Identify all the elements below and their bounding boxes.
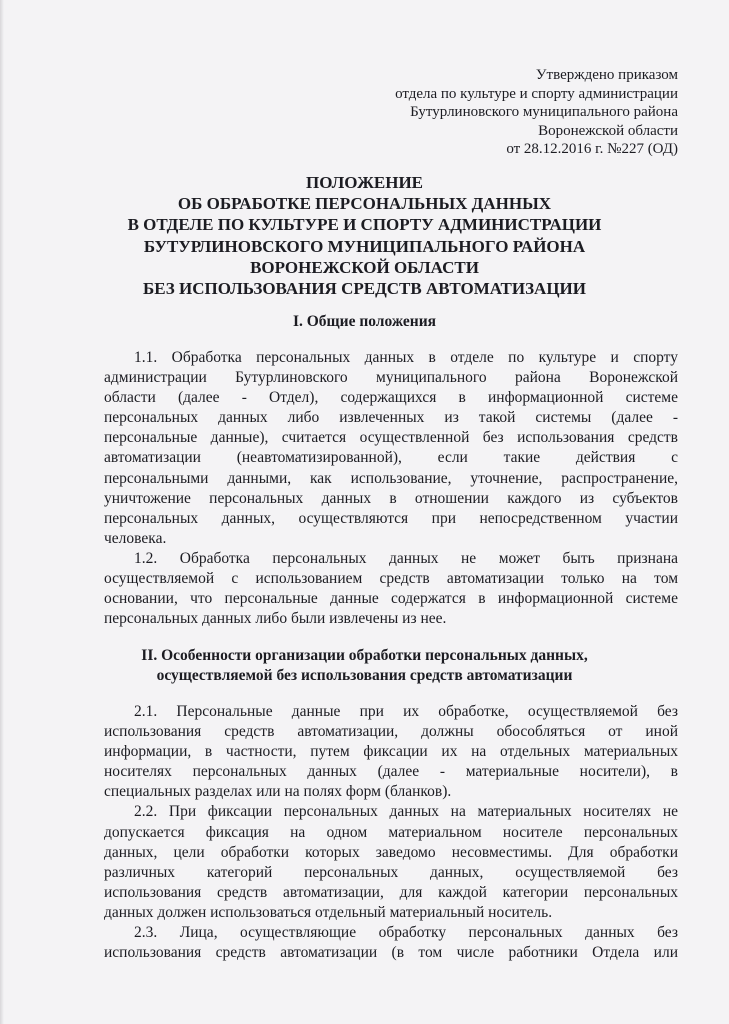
paragraph-line: основании, что персональные данные содержатся в информационной системе (104, 590, 678, 608)
paragraph-line: различных категорий персональных данных, осуществляемой без (104, 863, 678, 881)
approval-line: Воронежской области (538, 122, 678, 139)
paragraph-line: 1.2. Обработка персональных данных не может быть признана (134, 549, 678, 567)
paragraph-line: 2.1. Персональные данные при их обработке, осуществляемой без (134, 703, 678, 720)
paragraph-line: информации, в частности, путем фиксации их на отдельных материальных (104, 743, 678, 761)
approval-line: Утверждено приказом (535, 67, 678, 83)
title-line: БЕЗ ИСПОЛЬЗОВАНИЯ СРЕДСТВ АВТОМАТИЗАЦИИ (142, 279, 587, 299)
section-2-heading (0, 646, 729, 686)
document-title (0, 172, 729, 299)
paragraph-line: данных, цели обработки которых заведомо несовместимы. Для обработки (104, 843, 678, 861)
scan-edge (0, 0, 4, 1024)
section-2-body (104, 702, 678, 963)
paragraph-line: использования средств автоматизации (в том числе работники Отдела или (104, 944, 678, 962)
paragraph-line: персональных данных, осуществляются при непосредственном участии (104, 509, 678, 527)
paragraph-line: использования средств автоматизации, для каждой категории персональных (104, 883, 678, 901)
paragraph-line: области (далее - Отдел), содержащихся в информационной системе (104, 389, 678, 407)
approval-stamp-block (395, 66, 678, 159)
section-1-body (104, 348, 678, 629)
section-2-heading-line: осуществляемой без использования средств автоматизации (156, 667, 573, 684)
paragraph-line: персональных данных либо были извлечены из нее. (104, 610, 447, 628)
paragraph-line: автоматизации (неавтоматизированной), если такие действия с (104, 449, 678, 467)
paragraph-line: допускается фиксация на одном материальном носителе персональных (104, 823, 678, 841)
paragraph-line: 2.3. Лица, осуществляющие обработку персональных данных без (134, 924, 678, 942)
paragraph-line: персональные данные), считается осуществленной без использования средств (104, 429, 678, 447)
paragraph-line: носителях персональных данных (далее - материальные носители), в (104, 763, 678, 781)
paragraph-line: данных должен использоваться отдельный материальный носитель. (104, 903, 553, 921)
section-1-heading: I. Общие положения (292, 313, 437, 330)
approval-line: от 28.12.2016 г. №227 (ОД) (506, 141, 678, 158)
paragraph-line: человека. (104, 529, 167, 547)
paragraph-line: персональных данных либо извлеченных из такой системы (далее - (104, 409, 678, 427)
paragraph-line: персональными данными, как использование, уточнение, распространение, (104, 469, 678, 487)
paragraph-line: осуществляемой с использованием средств автоматизации только на том (104, 570, 678, 588)
paragraph-line: специальных разделах или на полях форм (бланков). (104, 783, 452, 801)
title-line: БУТУРЛИНОВСКОГО МУНИЦИПАЛЬНОГО РАЙОНА (143, 236, 586, 256)
title-line: ОБ ОБРАБОТКЕ ПЕРСОНАЛЬНЫХ ДАННЫХ (177, 194, 552, 214)
approval-line: отдела по культуре и спорту администрации (395, 85, 678, 102)
paragraph-line: администрации Бутурлиновского муниципального района Воронежской (104, 369, 678, 387)
paragraph-line: использования средств автоматизации, должны обособляться от иной (104, 723, 678, 741)
paragraph-line: 1.1. Обработка персональных данных в отделе по культуре и спорту (134, 349, 678, 366)
paragraph-line: 2.2. При фиксации персональных данных на материальных носителях не (134, 803, 678, 821)
title-line: ВОРОНЕЖСКОЙ ОБЛАСТИ (250, 257, 479, 277)
section-2-heading-line: II. Особенности организации обработки персональных данных, (141, 647, 588, 664)
approval-line: Бутурлиновского муниципального района (410, 104, 678, 121)
title-line: В ОТДЕЛЕ ПО КУЛЬТУРЕ И СПОРТУ АДМИНИСТРАЦИИ (127, 215, 602, 235)
paragraph-line: уничтожение персональных данных в отношении каждого из субъектов (104, 489, 678, 507)
title-line: ПОЛОЖЕНИЕ (306, 173, 423, 192)
